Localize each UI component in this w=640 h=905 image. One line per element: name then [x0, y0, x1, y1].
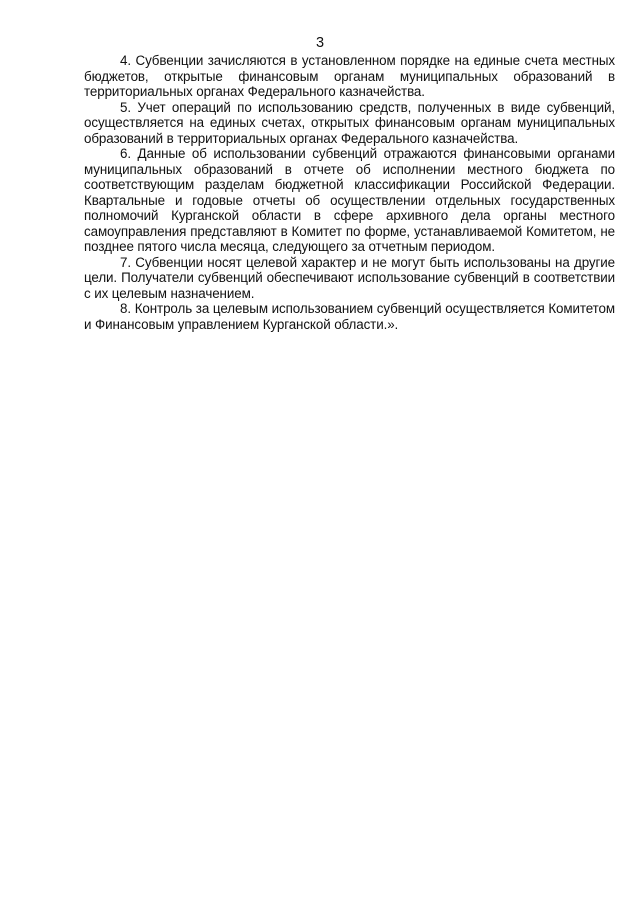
paragraph-8: 8. Контроль за целевым использованием субвенций осуществляется Комитетом и Финансовым управлением Курганской области.».: [84, 301, 615, 332]
paragraph-4: 4. Субвенции зачисляются в установленном порядке на единые счета местных бюджетов, открытые финансовым органам муниципальных образований в территориальных органах Федерального казначейства.: [84, 53, 615, 99]
paragraph-5: 5. Учет операций по использованию средств, полученных в виде субвенций, осуществляется на единых счетах, открытых финансовым органам муниципальных образований в территориальных органах Федерального казначейства.: [84, 99, 615, 146]
document-body: [84, 53, 615, 332]
paragraph-6: 6. Данные об использовании субвенций отражаются финансовыми органами муниципальных образований в отчете об исполнении местного бюджета по соответствующим разделам бюджетной классификации Российской Федерации. Квартальные и годовые отчеты об осуществлении отдельных государственных полномочий Курганской области в сфере архивного дела органы местного самоуправления представляют в Комитет по форме, устанавливаемой Комитетом, не позднее пятого числа месяца, следующего за отчетным периодом.: [84, 146, 615, 254]
paragraph-7: 7. Субвенции носят целевой характер и не могут быть использованы на другие цели. Получатели субвенций обеспечивают использование субвенций в соответствии с их целевым назначением.: [84, 254, 615, 301]
page-number: 3: [315, 35, 325, 51]
